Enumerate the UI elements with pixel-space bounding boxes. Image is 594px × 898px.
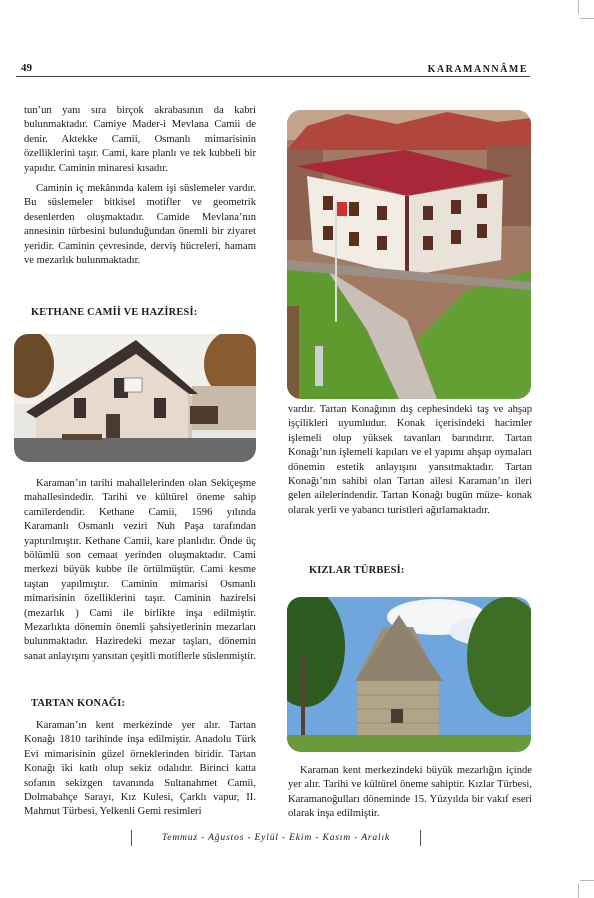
intro-paragraph-1: tun’un yanı sıra birçok akrabasının da kabri bulunmaktadır. Camiye Mader-i Mevlana Camii de denir. Aktekke Camii, Osmanlı mimarisinin özelliklerini taşır. Cami, kare planlı ve tek kubbeli bir yapıdır. Caminin minaresi kısadır. [24,105,256,174]
kethane-mosque-photo [14,334,256,462]
kizlar-heading: KIZLAR TÜRBESİ: [309,565,405,576]
kethane-paragraph: Karaman’ın tarihi mahallelerinden olan Sekiçeşme mahallesindedir. Tarihi ve kültürel öneme sahip camilerdendir. Kethane Camii, 1596 yılında Karamanlı Osmanlı veziri Nuh Paşa tarafından yaptırılmıştır. Kethane Camii, kare planlıdır. Önde üç bölümlü son cemaat yerinden oluşmaktadır. Cami merkezi büyük kubbe ile örtülmüştür. Cami kesme taştan yapılmıştır. Caminin mimarisi Osmanlı mimarisinin özelliklerini taşır. Caminin hazirelsi (mezarlık ) Cami ile birlikte inşa edilmiştir. Mezarlıkta dönemin önemli şahsiyetlerinin mezarları bulunmaktadır. Haziredeki mezar taşları, dönemin sanat anlayışını yansıtan çeşitli motiflerle süslenmiştir. [24,478,256,662]
journal-title: KARAMANNÂME [427,64,528,75]
tartan-text [24,719,256,820]
intro-paragraph-2: Caminin iç mekânında kalem işi süslemeler vardır. Bu süslemeler bitkisel motifler ve geometrik desenlerden oluşmaktadır. Camide Mevlana’nın annesinin türbesini bulunduğundan önemli bir ziyaret yeridir. Caminin çevresinde, derviş hücreleri, hamam ve mezarlık bulunmaktadır. [24,183,256,267]
crop-mark [578,0,579,14]
tartan-mansion-photo [287,110,531,399]
tartan-continued-paragraph: vardır. Tartan Konağının dış cephesindeki taş ve ahşap işçilikleri uyumludur. Konak içerisindeki hacimler işlemeli olup yüksek tavanları barındırır. Tartan Konağı’nın işlemeli kapıları ve el yapımı ahşap oymaları dönemin estetik anlayışını yansıtmaktadır. Tartan Konağı’nın sahibi olan Tartan ailesi Karaman’ın ileri gelen ailelerindendir. Tartan Konağı bugün müze- konak olarak yerli ve yabancı turistleri ağırlamaktadır. [288,404,532,516]
footer-months: Temmuz - Ağustos - Eylül - Ekim - Kasım - Aralık [162,832,390,843]
tartan-continued-text [288,403,532,518]
tartan-paragraph: Karaman’ın kent merkezinde yer alır. Tartan Konağı 1810 tarihinde inşa edilmiştir. Anadolu Türk Evi mimarisinin güzel örneklerinden biridir. Tartan Konağı iki katlı olup sekiz odalıdır. Birinci katta sofanın sekizgen tavanında Sultanahmet Camii, Dolmabahçe Sarayı, Kız Kulesi, Çarklı vapur, II. Mahmut Türbesi, Yelkenli Gemi resimleri [24,720,256,818]
kizlar-tomb-photo [287,597,531,752]
crop-mark [580,880,594,881]
tartan-heading: TARTAN KONAĞI: [31,698,126,709]
crop-mark [580,18,594,19]
footer-divider-right [420,830,421,846]
kethane-heading: KETHANE CAMİİ VE HAZİRESİ: [31,307,198,318]
header-rule [16,76,530,77]
page-number: 49 [21,62,32,74]
kizlar-paragraph: Karaman kent merkezindeki büyük mezarlığın içinde yer alır. Tarihi ve kültürel öneme sahiptir. Kızlar Türbesi, Karamanoğulları döneminde 15. Yüzyılda bir vakıf eseri olarak inşa edilmiştir. [288,765,532,820]
intro-text [24,104,256,268]
kizlar-text [288,764,532,822]
crop-mark [578,884,579,898]
kethane-text [24,477,256,664]
